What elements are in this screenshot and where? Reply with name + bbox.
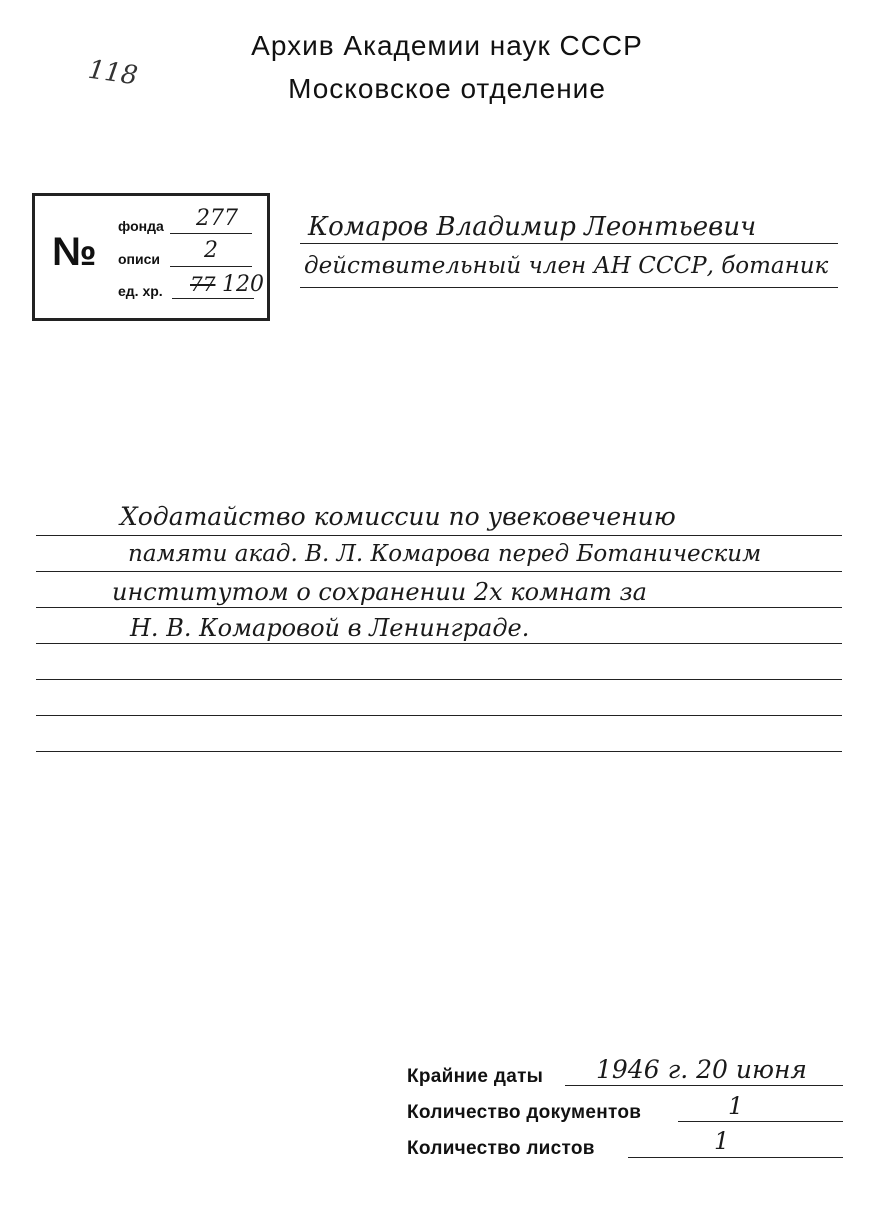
- sheet-number-mark: 118: [86, 54, 140, 92]
- description-line-2: памяти акад. В. Л. Комарова перед Ботаническим: [128, 541, 762, 567]
- ed-struck-value: 77: [190, 272, 216, 296]
- person-name: Комаров Владимир Леонтьевич: [308, 212, 757, 242]
- ed-label: ед. хр.: [118, 283, 163, 299]
- person-line2-rule: [300, 287, 838, 288]
- description-rule-2: [36, 571, 842, 572]
- description-line-3: институтом о сохранении 2х комнат за: [112, 578, 647, 606]
- opis-value: 2: [204, 238, 218, 263]
- archive-title: Архив Академии наук СССР: [251, 30, 643, 61]
- opis-label: описи: [118, 251, 161, 267]
- ed-underline: [172, 298, 254, 299]
- fond-label: фонда: [118, 218, 164, 234]
- opis-underline: [170, 266, 252, 267]
- description-rule-5: [36, 679, 842, 680]
- dates-value: 1946 г. 20 июня: [596, 1055, 807, 1084]
- docs-count-value: 1: [728, 1092, 744, 1120]
- description-rule-4: [36, 643, 842, 644]
- person-line1-rule: [300, 243, 838, 244]
- description-line-1: Ходатайство комиссии по увековечению: [120, 502, 676, 531]
- description-line-4: Н. В. Комаровой в Ленинграде.: [130, 614, 530, 642]
- description-rule-6: [36, 715, 842, 716]
- description-rule-1: [36, 535, 842, 536]
- number-sign: №: [52, 230, 95, 274]
- docs-count-label: Количество документов: [407, 1102, 642, 1123]
- description-rule-7: [36, 751, 842, 752]
- dates-rule: [565, 1085, 843, 1086]
- sheets-count-label: Количество листов: [407, 1138, 595, 1159]
- sheets-count-rule: [628, 1157, 843, 1158]
- dates-label: Крайние даты: [407, 1066, 544, 1087]
- description-rule-3: [36, 607, 842, 608]
- fond-value: 277: [196, 206, 238, 231]
- ed-value: 120: [222, 272, 264, 297]
- sheets-count-value: 1: [714, 1127, 730, 1155]
- fond-underline: [170, 233, 252, 234]
- person-title: действительный член АН СССР, ботаник: [304, 253, 829, 279]
- archive-subtitle: Московское отделение: [288, 73, 606, 104]
- docs-count-rule: [678, 1121, 843, 1122]
